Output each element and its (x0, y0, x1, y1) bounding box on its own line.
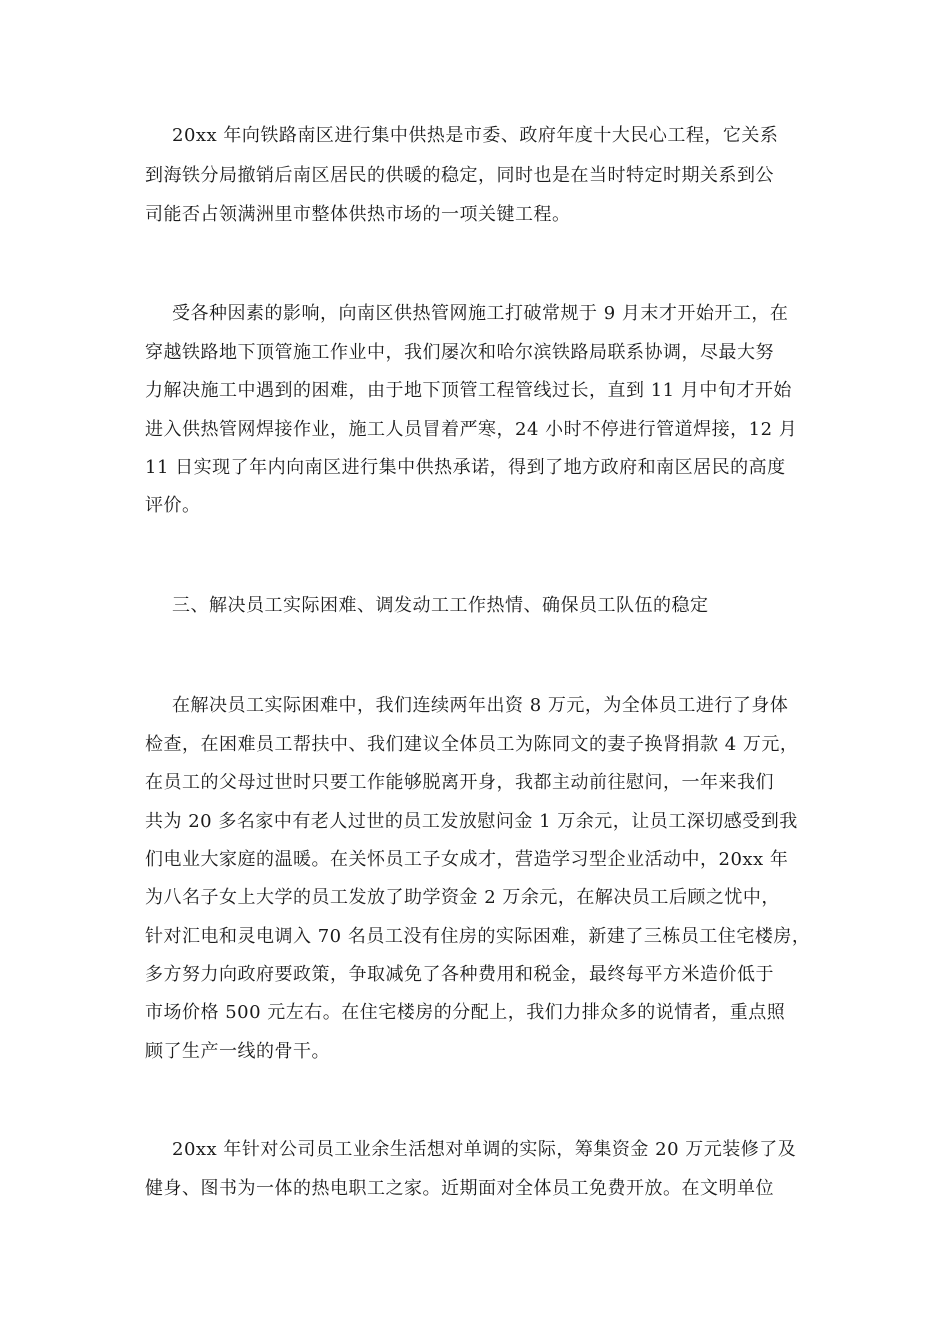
text-line: 多方努力向政府要政策，争取减免了各种费用和税金，最终每平方米造价低于 (145, 964, 774, 985)
text-line: 检查，在困难员工帮扶中、我们建议全体员工为陈同文的妻子换肾捐款 4 万元， (145, 734, 799, 755)
text-line: 健身、图书为一体的热电职工之家。近期面对全体员工免费开放。在文明单位 (145, 1178, 774, 1199)
text-line: 司能否占领满洲里市整体供热市场的一项关键工程。 (145, 204, 571, 225)
heading-line: 三、解决员工实际困难、调发动工工作热情、确保员工队伍的稳定 (172, 595, 709, 616)
text-line: 穿越铁路地下顶管施工作业中，我们屡次和哈尔滨铁路局联系协调，尽最大努 (145, 342, 774, 363)
text-line: 为八名子女上大学的员工发放了助学资金 2 万余元，在解决员工后顾之忧中， (145, 887, 780, 908)
text-line: 评价。 (145, 495, 201, 516)
text-line: 在解决员工实际困难中，我们连续两年出资 8 万元，为全体员工进行了身体 (172, 695, 789, 716)
text-line: 针对汇电和灵电调入 70 名员工没有住房的实际困难，新建了三栋员工住宅楼房， (145, 926, 811, 947)
text-line: 力解决施工中遇到的困难，由于地下顶管工程管线过长，直到 11 月中旬才开始 (145, 380, 792, 401)
text-line: 20xx 年针对公司员工业余生活想对单调的实际，筹集资金 20 万元装修了及 (172, 1139, 797, 1160)
text-line: 顾了生产一线的骨干。 (145, 1041, 330, 1062)
text-line: 市场价格 500 元左右。在住宅楼房的分配上，我们力排众多的说情者，重点照 (145, 1002, 786, 1023)
text-line: 进入供热管网焊接作业，施工人员冒着严寒，24 小时不停进行管道焊接，12 月 (145, 419, 798, 440)
text-line: 到海铁分局撤销后南区居民的供暖的稳定，同时也是在当时特定时期关系到公 (145, 165, 774, 186)
text-line: 在员工的父母过世时只要工作能够脱离开身，我都主动前往慰问，一年来我们 (145, 772, 774, 793)
text-line: 们电业大家庭的温暖。在关怀员工子女成才，营造学习型企业活动中，20xx 年 (145, 849, 789, 870)
text-line: 11 日实现了年内向南区进行集中供热承诺，得到了地方政府和南区居民的高度 (145, 457, 786, 478)
text-line: 受各种因素的影响，向南区供热管网施工打破常规于 9 月末才开始开工，在 (172, 303, 789, 324)
text-line: 共为 20 多名家中有老人过世的员工发放慰问金 1 万余元，让员工深切感受到我 (145, 811, 798, 832)
text-line: 20xx 年向铁路南区进行集中供热是市委、政府年度十大民心工程，它关系 (172, 125, 779, 146)
